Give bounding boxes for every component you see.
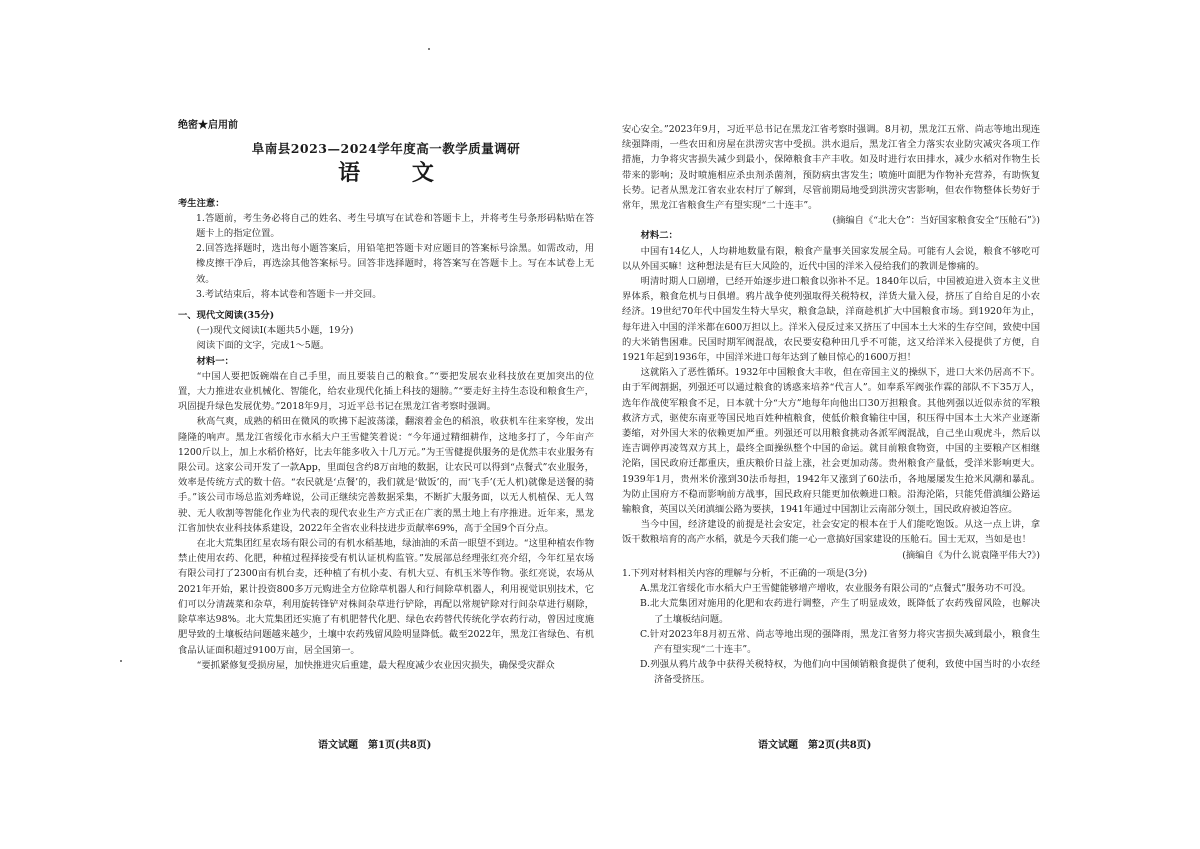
scan-speck — [120, 660, 122, 662]
source-citation: (摘编自《“北大仓”：当好国家粮食安全“压舱石”》) — [832, 215, 1040, 227]
notice-item: 2.回答选择题时，选出每小题答案后，用铅笔把答题卡对应题目的答案标号涂黑。如需改动，用橡皮擦干净后，再选涂其他答案标号。回答非选择题时，将答案写在答题卡上。写在本试卷上无效。 — [196, 243, 594, 285]
section-title: 一、现代文阅读(35分) — [178, 310, 275, 322]
source-citation: (摘编自《为什么说袁隆平伟大?》) — [902, 549, 1040, 561]
paragraph: 在北大荒集团红星农场有限公司的有机水稻基地，绿油油的禾苗一眼望不到边。“这里种植农作物禁止使用农药、化肥，种植过程择接受有机认证机构监管。”发展部总经理张红亮介绍，今年红星农场有限公司打了2300亩有机台麦，还种植了有机小麦、有机大豆、有机玉米等作物。张红亮说，农场从2021年开始，累计投资800多万元购进全方位除草机器人和行间除草机器人，利用视觉识别技术，它们可以分清蔬菜和杂草，利用旋转锋铲对株间杂草进行铲除，再配以常规铲除对行间杂草进行剔除，除草率达98%。北大荒集团还实施了有机肥替代化肥、绿色农药替代传统化学农药行动，曾因过度施肥导致的土壤板结问题越来越少，土壤中农药残留风险明显降低。截至2022年，黑龙江省绿色、有机食品认证面积超过9100万亩，居全国第一。 — [178, 538, 594, 656]
paragraph: “要抓紧修复受损房屋，加快推进灾后重建，最大程度减少农业因灾损失，确保受灾群众 — [196, 659, 555, 671]
material-2-label: 材料二： — [640, 230, 678, 242]
material-1-label: 材料一： — [196, 355, 234, 367]
subsection-title: (一)现代文阅读Ⅰ(本题共5小题，19分) — [196, 325, 354, 337]
notice-heading: 考生注意： — [178, 197, 225, 209]
paragraph: “中国人要把饭碗端在自己手里，而且要装自己的粮食。”“要把发展农业科技放在更加突出的位置，大力推进农业机械化、智能化，给农业现代化插上科技的翅膀。”“要走好主持生态设和粮食生产，巩固提升绿色发展优势。”2018年9月，习近平总书记在黑龙江省考察时强调。 — [178, 370, 594, 413]
question-option: A.黑龙江省绥化市水稻大户王雪健能够增产增收，农业服务有限公司的“点餐式”服务功不可没。 — [640, 583, 1032, 595]
question-option: B.北大荒集团对施用的化肥和农药进行调整，产生了明显成效，既降低了农药残留风险，也解决了土壤板结问题。 — [640, 598, 1040, 625]
question-stem: 1.下列对材料相关内容的理解与分析，不正确的一项是(3分) — [622, 567, 868, 579]
paragraph: 秋高气爽，成熟的稻田在微风的吹拂下起波荡漾，翻滚着金色的稻浪，收获机车往来穿梭，发出隆隆的响声。黑龙江省绥化市水稻大户王雪健笑着说：“今年通过精细耕作，这地多打了，今年亩产1200斤以上，加上水稻价格好，比去年能多收入十几万元。”为王雪健提供服务的是优然丰农业服务有限公司。这家公司开发了一款App，里面包含约8万亩地的数据，让农民可以得到“点餐式”农业服务，效率是传统方式的数十倍。“农民就是‘点餐’的，我们就是‘做饭’的，而‘飞手’(无人机)就像是送餐的骑手。”该公司市场总监刘秀峰说，公司正继续完善数据采集，不断扩大服务面，以无人机植保、无人驾驶、无人收割等智能化作业为代表的现代农业生产方式正在广袤的黑土地上有序推进。近年来，黑龙江省加快农业科技体系建设，2022年全省农业科技进步贡献率69%，高于全国9个百分点。 — [178, 416, 594, 534]
exam-title: 阜南县2023—2024学年度高一教学质量调研 — [251, 141, 521, 157]
subject-title: 语 文 — [338, 160, 456, 187]
reading-instruction: 阅读下面的文字，完成1～5题。 — [196, 340, 330, 352]
scan-speck — [428, 48, 430, 50]
page-2-column — [622, 122, 1040, 688]
confidential-mark: 绝密★启用前 — [178, 120, 238, 131]
paragraph: 明清时期人口剧增，已经开始逐步进口粮食以弥补不足。1840年以后，中国被迫进入资本主义世界体系，粮食危机与日俱增。鸦片战争使列强取得关税特权，洋货大量入侵，挤压了自给自足的小农经济。19世纪70年代中国发生特大旱灾，粮食急缺，洋商趁机扩大中国粮食市场。到1920年为止，每年进入中国的洋米都在600万担以上。洋米入侵反过来又挤压了中国本土大米的生存空间，致使中国的大米销售困难。民国时期军阀混战，农民要安稳种田几乎不可能，这又给洋米入侵提供了方便，自1921年起到1936年，中国洋米进口每年达到了触目惊心的1600万担！ — [622, 276, 1040, 364]
page-footer-right: 语文试题 第2页(共8页) — [758, 740, 872, 751]
paragraph: 这就陷入了恶性循环。1932年中国粮食大丰收，但在帝国主义的操纵下，进口大米仍居高不下。由于军阀割据，列强还可以通过粮食的诱惑来培养“代言人”。如奉系军阀张作霖的部队不下35万人，选年作战使军粮食不足，日本就十分“大方”地每年向他出口30万担粮食。其他列强以近似赤贫的军粮救济方式，驱使东南亚等国民地百姓种植粮食，使低价粮食输往中国，积压得中国本土大米产业逐渐萎缩，对外国大米的依赖更加严重。列强还可以用粮食挑动各派军阀混战，自己坐山观虎斗，然后以连吉调停再凌驾双方其上，最终全面操纵整个中国的命运。就目前粮食物资，中国的主要粮产区相继沦陷，国民政府迁都重庆，重庆粮价日益上涨，社会更加动荡。贵州粮食产量低，受洋米影响更大。1939年1月，贵州米价涨到30法币每担，1942年又涨到了60法币，各地屡屡发生抢米风潮和暴乱。为防止国府方不稳而影响前方战事，国民政府只能更加依赖进口粮。沿海沦陷，只能凭借滇缅公路运输粮食，英国以关闭滇缅公路为要挟，1941年通过中国割让云南部分领土，国民政府被迫答应。 — [622, 367, 1040, 516]
paragraph: 当今中国，经济建设的前提是社会安定，社会安定的根本在于人们能吃饱饭。从这一点上讲，拿饭干数粮培育的高产水稻，就是今天我们能一心一意搞好国家建设的压舱石。国士无双，当如是也！ — [622, 519, 1040, 546]
page-1-column — [178, 118, 594, 673]
question-option: C.针对2023年8月初五常、尚志等地出现的强降雨，黑龙江省努力将灾害损失减到最小，粮食生产有望实现“二十连丰”。 — [640, 628, 1040, 655]
notice-item: 1.答题前，考生务必将自己的姓名、考生号填写在试卷和答题卡上，并将考生号条形码粘贴在答题卡上的指定位置。 — [196, 212, 594, 240]
paragraph: 安心安全。”2023年9月，习近平总书记在黑龙江省考察时强调。8月初，黑龙江五常、尚志等地出现连续强降雨，一些农田和房屋在洪涝灾害中受损。洪水退后，黑龙江省全力落实农业防灾减灾各项工作措施，力争将灾害损失减少到最小，保障粮食丰产丰收。如及时进行农田排水，减少水稻对作物生长带来的影响；及时喷施相应杀虫剂杀菌剂，预防病虫害发生；喷施叶面肥为作物补充营养，有助恢复长势。记者从黑龙江省农业农村厅了解到，尽管前期局地受到洪涝灾害影响，但农作物整体长势好于常年，黑龙江省粮食生产有望实现“二十连丰”。 — [622, 124, 1040, 212]
notice-item: 3.考试结束后，将本试卷和答题卡一并交回。 — [196, 288, 382, 300]
question-option: D.列强从鸦片战争中获得关税特权，为他们向中国倾销粮食提供了便利，致使中国当时的小农经济备受挤压。 — [640, 659, 1040, 686]
paragraph: 中国有14亿人，人均耕地数量有限，粮食产量事关国家发展全局。可能有人会说，粮食不够吃可以从外国买嘛！这种想法是有巨大风险的，近代中国的洋米入侵给我们的教训是惨痛的。 — [622, 245, 1040, 272]
page-footer-left: 语文试题 第1页(共8页) — [318, 740, 432, 751]
